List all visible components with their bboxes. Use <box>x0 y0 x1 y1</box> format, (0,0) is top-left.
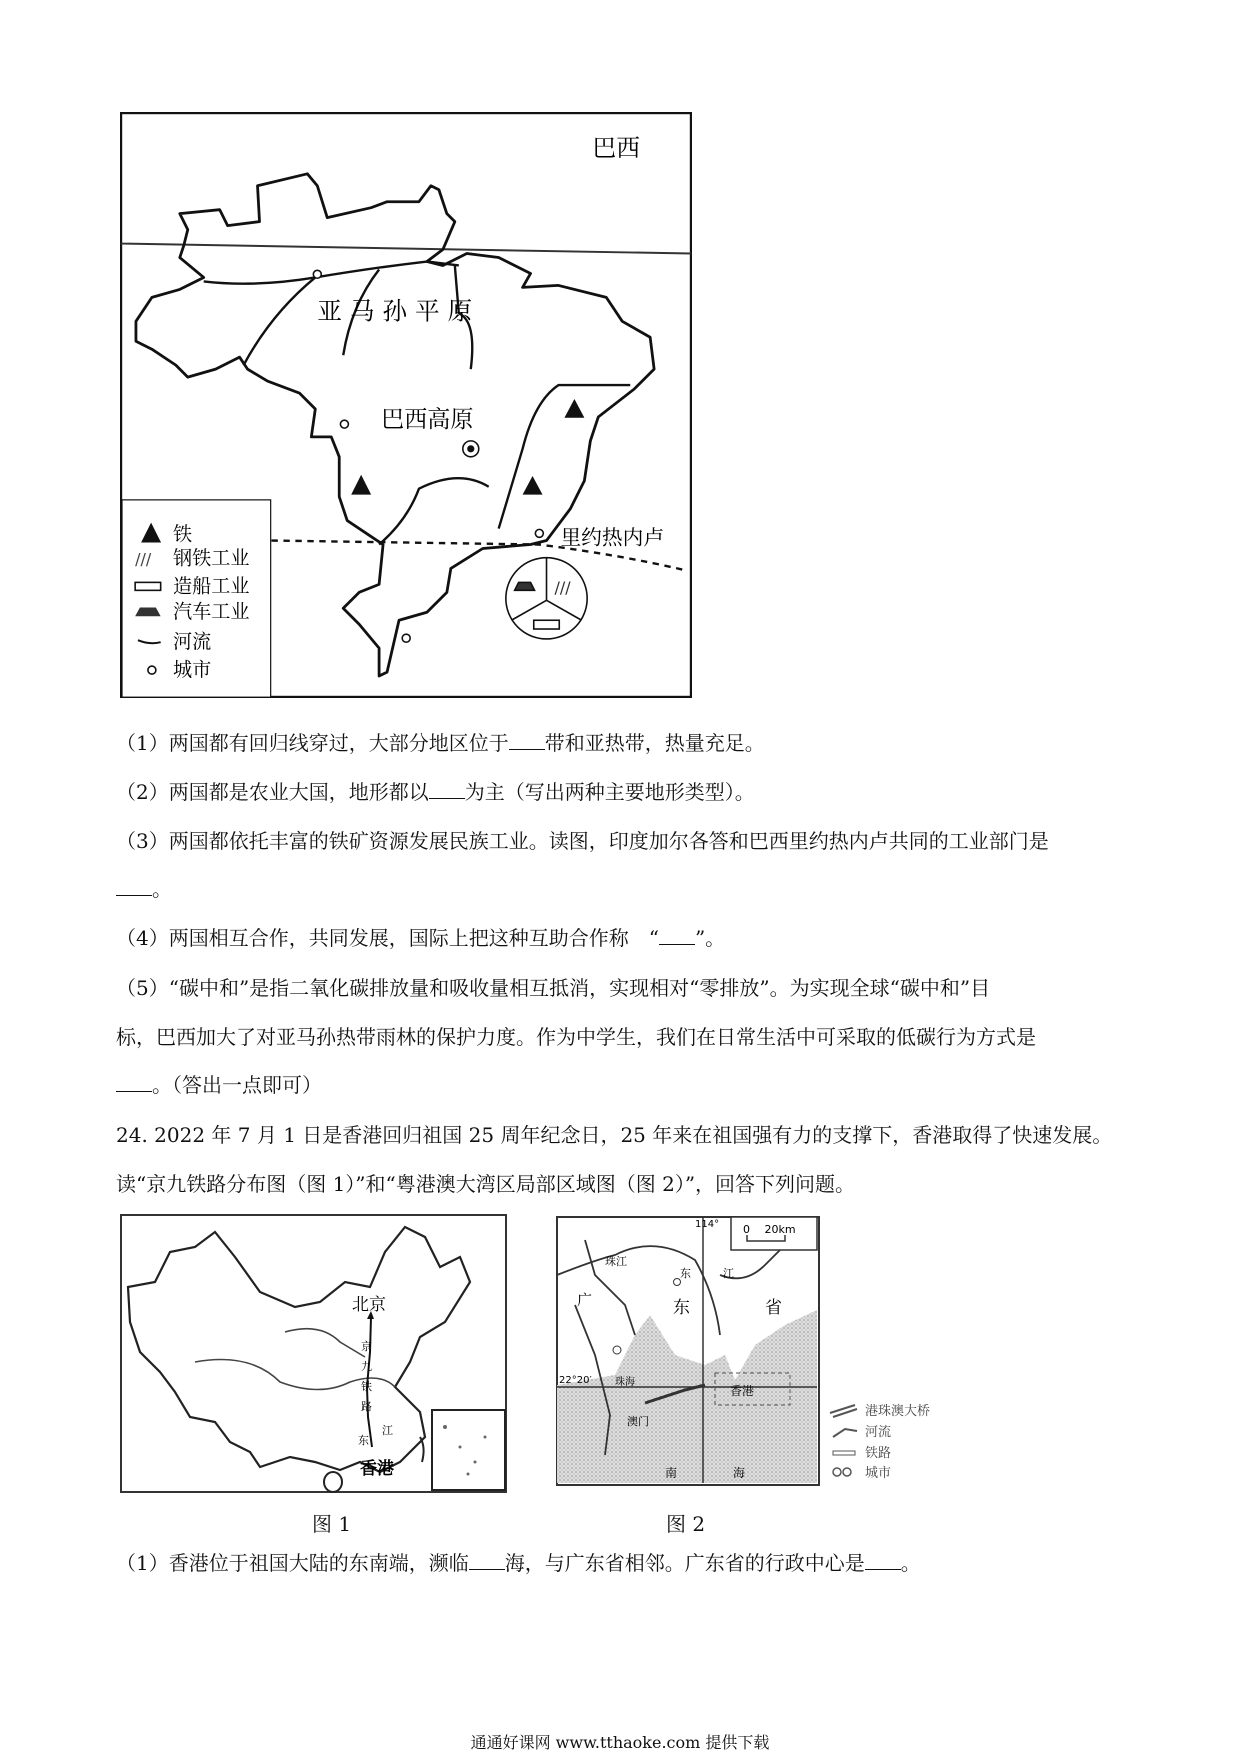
svg-text:九: 九 <box>361 1360 372 1373</box>
svg-text:香港: 香港 <box>360 1459 394 1479</box>
svg-text:铁: 铁 <box>173 522 193 546</box>
svg-text:东: 东 <box>680 1267 691 1280</box>
svg-text:22°20′: 22°20′ <box>559 1375 592 1386</box>
svg-text:河流: 河流 <box>173 630 212 654</box>
svg-text:///: /// <box>554 578 571 598</box>
brazil-map <box>120 112 692 698</box>
figure2-caption: 图 2 <box>666 1512 706 1536</box>
svg-text:珠江: 珠江 <box>605 1255 627 1268</box>
answer-blank[interactable] <box>429 780 465 799</box>
svg-text:城市: 城市 <box>865 1466 892 1481</box>
map-title: 巴西 <box>592 133 641 162</box>
question-23-4: （4）两国相互合作，共同发展，国际上把这种互助合作称 “ ”。 <box>116 926 726 950</box>
svg-text:海: 海 <box>733 1466 746 1480</box>
svg-text:铁: 铁 <box>361 1380 372 1393</box>
figure2-bay-area-map <box>555 1215 965 1487</box>
svg-text:北京: 北京 <box>352 1295 386 1315</box>
svg-text:城市: 城市 <box>173 658 212 682</box>
svg-text:香港: 香港 <box>730 1384 755 1398</box>
svg-text:京: 京 <box>361 1340 372 1353</box>
svg-text:珠海: 珠海 <box>615 1377 635 1388</box>
question-23-2: （2）两国都是农业大国，地形都以 为主（写出两种主要地形类型）。 <box>116 780 755 804</box>
question-23-1: （1）两国都有回归线穿过，大部分地区位于 带和亚热带，热量充足。 <box>116 731 765 755</box>
plateau-label: 巴西高原 <box>381 406 474 433</box>
svg-text:广: 广 <box>577 1291 593 1309</box>
svg-text:汽车工业: 汽车工业 <box>173 600 250 624</box>
svg-text:港珠澳大桥: 港珠澳大桥 <box>865 1404 931 1419</box>
capital-icon <box>463 441 479 457</box>
figure2-legend <box>830 1403 930 1481</box>
svg-text:南: 南 <box>665 1466 678 1480</box>
rio-label: 里约热内卢 <box>560 525 665 550</box>
question-23-5-line1: （5）“碳中和”是指二氧化碳排放量和吸收量相互抵消，实现相对“零排放”。为实现全球“碳中和”目 <box>116 976 991 1000</box>
svg-text:钢铁工业: 钢铁工业 <box>173 546 250 570</box>
question-23-3-cont: 。 <box>116 877 172 901</box>
figure1-caption: 图 1 <box>312 1512 352 1536</box>
answer-blank[interactable] <box>116 877 152 896</box>
question-23-5-line3: 。（答出一点即可） <box>116 1073 322 1097</box>
question-23-5-line2: 标，巴西加大了对亚马孙热带雨林的保护力度。作为中学生，我们在日常生活中可采取的低碳行为方式是 <box>116 1025 1036 1049</box>
svg-text:造船工业: 造船工业 <box>173 574 250 598</box>
svg-text:0 20km: 0 20km <box>743 1223 796 1236</box>
question-24-stem-line2: 读“京九铁路分布图（图 1）”和“粤港澳大湾区局部区域图（图 2）”，回答下列问题。 <box>116 1172 856 1196</box>
svg-text:///: /// <box>135 549 152 569</box>
answer-blank[interactable] <box>865 1551 901 1570</box>
figure1-china-map <box>120 1212 508 1496</box>
svg-text:东: 东 <box>358 1434 369 1447</box>
footer: 通通好课网 www.tthaoke.com 提供下载 <box>470 1733 770 1752</box>
answer-blank[interactable] <box>659 926 695 945</box>
answer-blank[interactable] <box>509 731 545 750</box>
svg-text:东: 东 <box>673 1298 690 1318</box>
amazon-label: 亚 马 孙 平 原 <box>317 296 473 326</box>
legend <box>122 500 271 697</box>
svg-text:省: 省 <box>765 1298 782 1318</box>
svg-text:江: 江 <box>382 1424 393 1437</box>
svg-text:路: 路 <box>361 1400 372 1413</box>
svg-text:铁路: 铁路 <box>865 1446 892 1461</box>
svg-text:澳门: 澳门 <box>627 1415 649 1428</box>
answer-blank[interactable] <box>116 1073 152 1092</box>
question-23-3: （3）两国都依托丰富的铁矿资源发展民族工业。读图，印度加尔各答和巴西里约热内卢共同的工业部门是 <box>116 829 1049 853</box>
answer-blank[interactable] <box>469 1551 505 1570</box>
question-24-1: （1）香港位于祖国大陆的东南端，濒临 海，与广东省相邻。广东省的行政中心是 。 <box>116 1551 921 1575</box>
svg-text:114°: 114° <box>695 1219 720 1230</box>
svg-text:江: 江 <box>723 1267 734 1280</box>
question-24-stem-line1: 24. 2022 年 7 月 1 日是香港回归祖国 25 周年纪念日，25 年来在祖国强有力的支撑下，香港取得了快速发展。 <box>116 1123 1113 1147</box>
svg-text:河流: 河流 <box>865 1425 892 1440</box>
industry-pie <box>506 558 587 639</box>
